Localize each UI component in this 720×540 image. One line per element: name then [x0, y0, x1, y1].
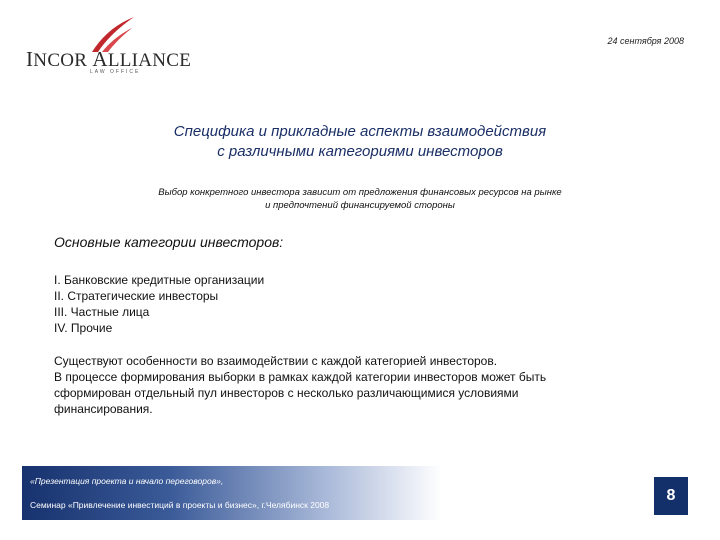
- slide-title: [0, 122, 720, 162]
- list-item: II. Стратегические инвесторы: [54, 289, 219, 303]
- title-line-2: с различными категориями инвесторов: [217, 143, 503, 160]
- paragraph-line: финансирования.: [54, 402, 153, 416]
- list-item: I. Банковские кредитные организации: [54, 273, 265, 287]
- section-heading: Основные категории инвесторов:: [54, 234, 284, 250]
- body-paragraph: [54, 353, 654, 417]
- footer-line-1: «Презентация проекта и начало переговоров»,: [30, 476, 224, 486]
- page-number: 8: [654, 477, 688, 515]
- investor-categories-list: [54, 272, 264, 336]
- footer-banner: [22, 466, 442, 520]
- logo: [26, 14, 192, 76]
- paragraph-line: сформирован отдельный пул инвесторов с несколько различающимися условиями: [54, 386, 519, 400]
- list-item: IV. Прочие: [54, 321, 113, 335]
- logo-wordmark: INCOR ALLIANCE: [26, 47, 192, 71]
- slide-date: 24 сентября 2008: [607, 36, 684, 46]
- footer-line-2: Семинар «Привлечение инвестиций в проекты и бизнес», г.Челябинск 2008: [30, 500, 330, 510]
- title-line-1: Специфика и прикладные аспекты взаимодействия: [173, 123, 547, 140]
- slide-subtitle: [0, 186, 720, 212]
- logo-subtitle: LAW OFFICE: [90, 69, 141, 75]
- subtitle-line-1: Выбор конкретного инвестора зависит от предложения финансовых ресурсов на рынке: [158, 187, 562, 198]
- list-item: III. Частные лица: [54, 305, 150, 319]
- paragraph-line: Существуют особенности во взаимодействии с каждой категорией инвесторов.: [54, 354, 498, 368]
- subtitle-line-2: и предпочтений финансируемой стороны: [265, 200, 455, 211]
- paragraph-line: В процессе формирования выборки в рамках каждой категории инвесторов может быть: [54, 370, 547, 384]
